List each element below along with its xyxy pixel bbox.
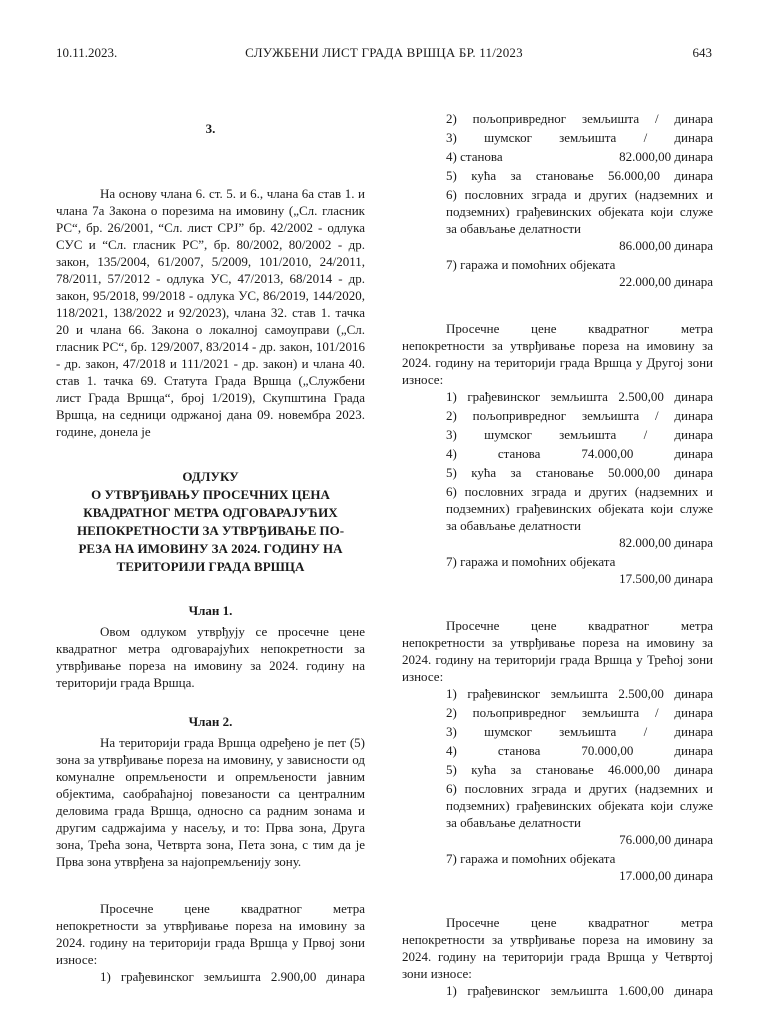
zone-2-block (402, 320, 713, 587)
article-2-title: Члан 2. (188, 714, 233, 729)
list-item (446, 256, 713, 290)
list-item: 4) станова 74.000,00 динара (446, 446, 713, 461)
list-item: 3) шумског земљишта / динара (446, 724, 713, 739)
decision-title-line: О УТВРЂИВАЊУ ПРОСЕЧНИХ ЦЕНА (91, 487, 330, 502)
list-item (446, 780, 713, 848)
decision-title-line: КВАДРАТНОГ МЕТРА ОДГОВАРАЈУЋИХ (83, 505, 338, 520)
list-item: 1) грађевинског земљишта 2.500,00 динара (446, 389, 713, 404)
list-item: 4) станова 70.000,00 динара (446, 743, 713, 758)
list-item (446, 553, 713, 587)
zone-2-intro: Просечне цене квадратног метра непокретности за утврђивање пореза на имовину за 2024. годину на територији града Вршца у Другој зони износе: (402, 321, 713, 387)
right-column (402, 110, 713, 1001)
item-label: 7) гаража и помоћних објеката (446, 554, 616, 569)
item-label: 4) станова (446, 149, 503, 164)
item-label: 6) пословних зграда и других (надземних и подземних) грађевинских објеката који служе за обављање делатности (446, 187, 713, 236)
item-value: 17.000,00 динара (619, 868, 713, 883)
list-item: 1) грађевинског земљишта 2.500,00 динара (446, 686, 713, 701)
list-item: 2) пољопривредног земљишта / динара (446, 111, 713, 126)
item-value: 86.000,00 динара (619, 238, 713, 253)
decision-title-line: ТЕРИТОРИЈИ ГРАДА ВРШЦА (116, 559, 305, 574)
journal-title: СЛУЖБЕНИ ЛИСТ ГРАДА ВРШЦА БР. 11/2023 (245, 45, 523, 60)
list-item (446, 148, 713, 165)
zone-3-list (402, 685, 713, 884)
item-label: 6) пословних зграда и других (надземних и подземних) грађевинских објеката који служе за обављање делатности (446, 484, 713, 533)
zone-1-block (56, 900, 365, 985)
decision-title-line: ОДЛУКУ (182, 469, 239, 484)
list-item: 3) шумског земљишта / динара (446, 427, 713, 442)
zone-4-list (402, 982, 713, 999)
zone-4-intro: Просечне цене квадратног метра непокретности за утврђивање пореза на имовину за 2024. годину на територији града Вршца у Четвртој зони износе: (402, 915, 713, 981)
item-label: 7) гаража и помоћних објеката (446, 851, 616, 866)
list-item: 2) пољопривредног земљишта / динара (446, 705, 713, 720)
left-column (56, 110, 365, 987)
item-value: 82.000,00 динара (619, 535, 713, 550)
list-item: 5) кућа за становање 50.000,00 динара (446, 465, 713, 480)
list-item (446, 483, 713, 551)
decision-title-line: НЕПОКРЕТНОСТИ ЗА УТВРЂИВАЊЕ ПО- (76, 523, 345, 538)
zone-3-block (402, 617, 713, 884)
list-item: 3) шумског земљишта / динара (446, 130, 713, 145)
article-2-text: На територији града Вршца одређено је пет (5) зона за утврђивање пореза на имовину, у зависности од комуналне опремљености и опремљености јавним објектима, саобраћајној повезаности са централним деловима града Вршца, односно са радним зонама и другим садржајима у насељу, и то: Прва зона, Друга зона, Трећа зона, Четврта зона, Пета зона, с тим да је Прва зона утврђена за најопремљенију зону. (56, 735, 365, 869)
section-number: 3. (205, 121, 216, 136)
list-item (446, 186, 713, 254)
item-label: 7) гаража и помоћних објеката (446, 257, 616, 272)
zone-1-intro: Просечне цене квадратног метра непокретности за утврђивање пореза на имовину за 2024. годину на територији града Вршца у Првој зони износе: (56, 901, 365, 967)
list-item: 2) пољопривредног земљишта / динара (446, 408, 713, 423)
page-number: 643 (692, 45, 712, 60)
item-value: 76.000,00 динара (619, 832, 713, 847)
item-value: 17.500,00 динара (619, 571, 713, 586)
item-value: 22.000,00 динара (619, 274, 713, 289)
article-1-title: Члан 1. (188, 603, 233, 618)
zone-2-list (402, 388, 713, 587)
decision-title (56, 468, 365, 576)
item-value: 82.000,00 динара (619, 149, 713, 164)
page-header (56, 44, 712, 64)
list-item: 1) грађевинског земљишта 1.600,00 динара (446, 983, 713, 998)
issue-date: 10.11.2023. (56, 45, 118, 60)
zone-4-block (402, 914, 713, 999)
zone-3-intro: Просечне цене квадратног метра непокретности за утврђивање пореза на имовину за 2024. годину на територији града Вршца у Трећој зони износе: (402, 618, 713, 684)
zone-1-list (56, 968, 365, 985)
zone-1-list-continued (402, 110, 713, 290)
list-item: 1) грађевинског земљишта 2.900,00 динара (100, 969, 365, 984)
list-item: 5) кућа за становање 56.000,00 динара (446, 168, 713, 183)
list-item: 5) кућа за становање 46.000,00 динара (446, 762, 713, 777)
item-label: 6) пословних зграда и других (надземних и подземних) грађевинских објеката који служе за обављање делатности (446, 781, 713, 830)
zone-1-continued (402, 110, 713, 290)
preamble: На основу члана 6. ст. 5. и 6., члана 6а став 1. и члана 7а Закона о порезима на имовину („Сл. гласник РС“, бр. 26/2001, “Сл. лист СРЈ” бр. 42/2002 - одлука СУС и “Сл. гласник РС”, бр. 80/2002, 80/2002 - др. закон, 135/2004, 61/2007, 5/2009, 101/2010, 24/2011, 78/2011, 57/2012 - одлука УС, 47/2013, 68/2014 - др. закон, 95/2018, 99/2018 - одлука УС, 86/2019, 144/2020, 118/2021, 138/2022 и 92/2023), члана 32. став 1. тачка 20 и члана 66. Закона о локалној самоуправи („Сл. гласник РС“, бр. 129/2007, 83/2014 - др. закон, 101/2016 - др. закон, 47/2018 и 111/2021 - др. закон) и члана 40. став 1. тачка 69. Статута Града Вршца („Службени лист Града Вршца“, број 1/2019), Скупштина Града Вршца, на седници одржаној дана 09. новембра 2023. године, донела је (56, 186, 365, 439)
decision-title-line: РЕЗА НА ИМОВИНУ ЗА 2024. ГОДИНУ НА (78, 541, 343, 556)
article-1-text: Овом одлуком утврђују се просечне цене квадратног метра одговарајућих непокретности за утврђивање пореза на имовину за 2024. годину на територији града Вршца. (56, 624, 365, 690)
list-item (446, 850, 713, 884)
